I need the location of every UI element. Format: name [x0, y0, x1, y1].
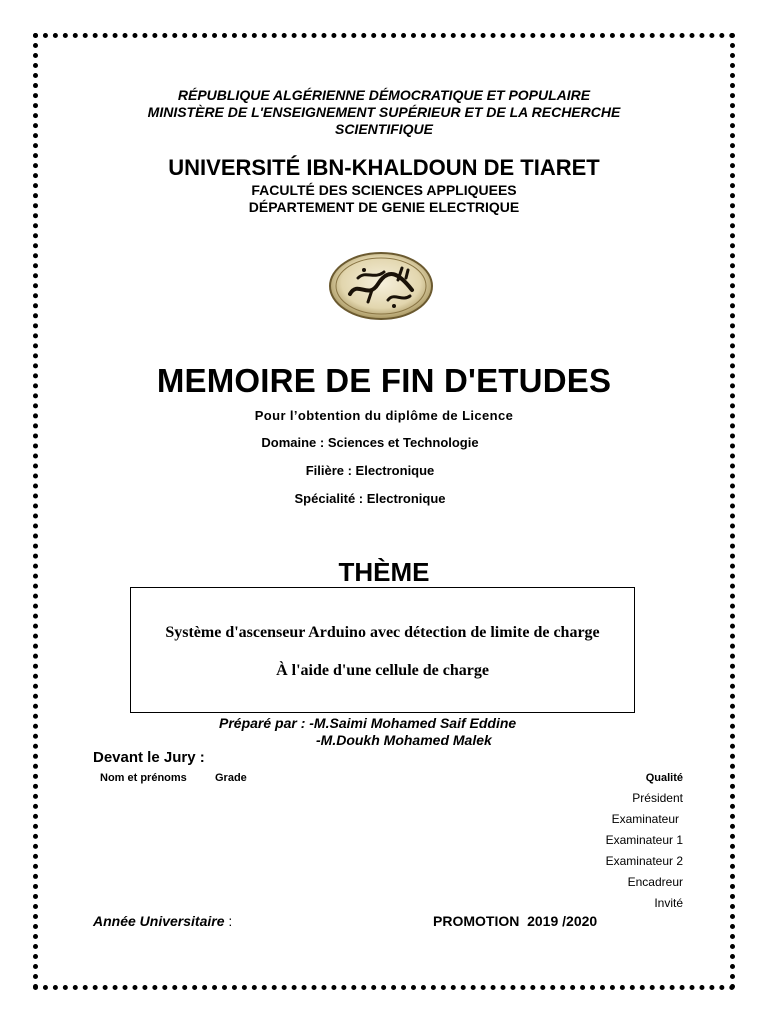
- header-ministry-cont: SCIENTIFIQUE: [334, 121, 433, 137]
- jury-col-quality: Qualité: [645, 772, 683, 784]
- jury-role-examinateur-2: Examinateur 2: [605, 854, 683, 868]
- jury-heading: Devant le Jury :: [93, 749, 205, 766]
- header-ministry: MINISTÈRE DE L'ENSEIGNEMENT SUPÉRIEUR ET DE LA RECHERCHE: [147, 104, 621, 120]
- memoire-specialite: Spécialité : Electronique: [294, 491, 446, 506]
- academic-year: [93, 913, 232, 929]
- header-republic: RÉPUBLIQUE ALGÉRIENNE DÉMOCRATIQUE ET POPULAIRE: [177, 87, 591, 103]
- memoire-purpose: Pour l’obtention du diplôme de Licence: [254, 408, 514, 423]
- promotion: PROMOTION 2019 /2020: [433, 913, 598, 929]
- theme-box: [130, 587, 635, 713]
- theme-heading: THÈME: [338, 557, 430, 587]
- theme-line-2: À l'aide d'une cellule de charge: [276, 662, 489, 679]
- jury-role-invite: Invité: [654, 896, 683, 910]
- department-name: DÉPARTEMENT DE GENIE ELECTRIQUE: [248, 199, 520, 215]
- jury-role-encadreur: Encadreur: [627, 875, 683, 889]
- prepared-by-line-2: -M.Doukh Mohamed Malek: [316, 732, 492, 748]
- jury-role-president: Président: [632, 791, 683, 805]
- university-name: UNIVERSITÉ IBN-KHALDOUN DE TIARET: [168, 155, 600, 180]
- jury-col-name: Nom et prénoms: [100, 772, 187, 784]
- academic-year-label: Année Universitaire: [93, 913, 225, 929]
- jury-role-examinateur: Examinateur: [611, 812, 679, 826]
- university-logo: [328, 250, 434, 322]
- jury-col-grade: Grade: [215, 772, 247, 784]
- memoire-title: MEMOIRE DE FIN D'ETUDES: [156, 362, 612, 399]
- memoire-domain: Domaine : Sciences et Technologie: [261, 435, 479, 450]
- theme-line-1: Système d'ascenseur Arduino avec détection de limite de charge: [165, 624, 600, 641]
- jury-role-examinateur-1: Examinateur 1: [605, 833, 683, 847]
- memoire-filiere: Filière : Electronique: [305, 463, 435, 478]
- prepared-by-line-1: Préparé par : -M.Saimi Mohamed Saif Eddine: [219, 715, 517, 731]
- academic-year-colon: :: [224, 913, 233, 929]
- faculty-name: FACULTÉ DES SCIENCES APPLIQUEES: [251, 182, 517, 198]
